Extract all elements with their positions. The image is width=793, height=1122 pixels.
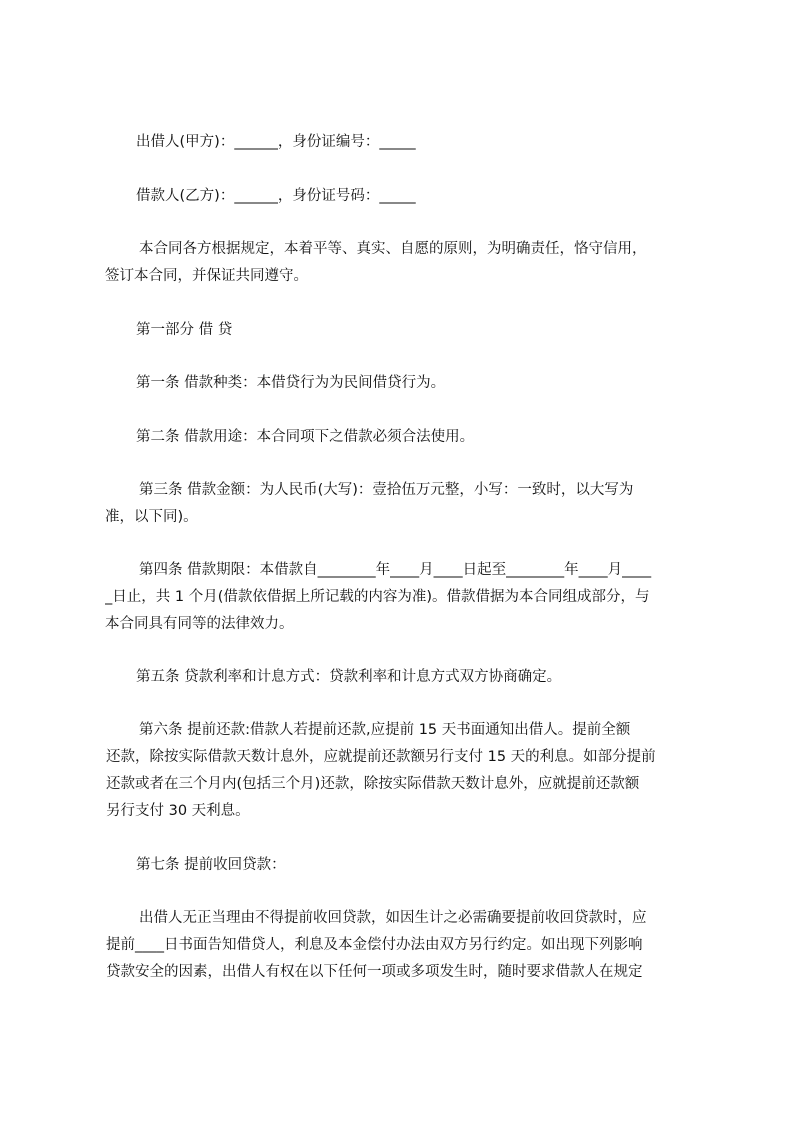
- article-4-line-3: 本合同具有同等的法律效力。: [105, 616, 294, 632]
- article-7-line-3: 贷款安全的因素，出借人有权在以下任何一项或多项发生时，随时要求借款人在规定: [106, 964, 643, 980]
- article-2: 第二条 借款用途：本合同项下之借款必须合法使用。: [136, 429, 475, 445]
- article-6-line-1: 第六条 提前还款:借款人若提前还款,应提前 15 天书面通知出借人。提前全额: [139, 722, 631, 738]
- section-heading: 第一部分 借 贷: [136, 322, 233, 338]
- article-7-heading: 第七条 提前收回贷款：: [136, 857, 286, 873]
- article-3-line-1: 第三条 借款金额：为人民币(大写)：壹拾伍万元整，小写：一致时，以大写为: [139, 482, 634, 498]
- article-7-line-1: 出借人无正当理由不得提前收回贷款，如因生计之必需确要提前收回贷款时，应: [139, 910, 647, 926]
- article-5: 第五条 贷款利率和计息方式：贷款利率和计息方式双方协商确定。: [136, 669, 562, 685]
- preamble-line-1: 本合同各方根据规定，本着平等、真实、自愿的原则，为明确责任，恪守信用，: [139, 241, 647, 257]
- article-4-line-1: 第四条 借款期限：本借款自________年____月____日起至________年____月____: [139, 562, 652, 578]
- article-4-line-2: _日止，共 1 个月(借款依借据上所记载的内容为准)。借款借据为本合同组成部分，与: [105, 589, 650, 605]
- article-6-line-3: 还款或者在三个月内(包括三个月)还款，除按实际借款天数计息外，应就提前还款额: [106, 776, 640, 792]
- article-6-line-4: 另行支付 30 天利息。: [106, 803, 250, 819]
- article-6-line-2: 还款，除按实际借款天数计息外，应就提前还款额另行支付 15 天的利息。如部分提前: [106, 749, 656, 765]
- article-7-line-2: 提前____日书面告知借贷人，利息及本金偿付办法由双方另行约定。如出现下列影响: [106, 937, 643, 953]
- lender-info-line: 出借人(甲方)：______，身份证编号：_____: [136, 134, 416, 150]
- article-3-line-2: 准，以下同)。: [105, 509, 198, 525]
- preamble-line-2: 签订本合同，并保证共同遵守。: [105, 268, 308, 284]
- article-1: 第一条 借款种类：本借贷行为为民间借贷行为。: [136, 375, 446, 391]
- borrower-info-line: 借款人(乙方)：______，身份证号码：_____: [136, 188, 416, 204]
